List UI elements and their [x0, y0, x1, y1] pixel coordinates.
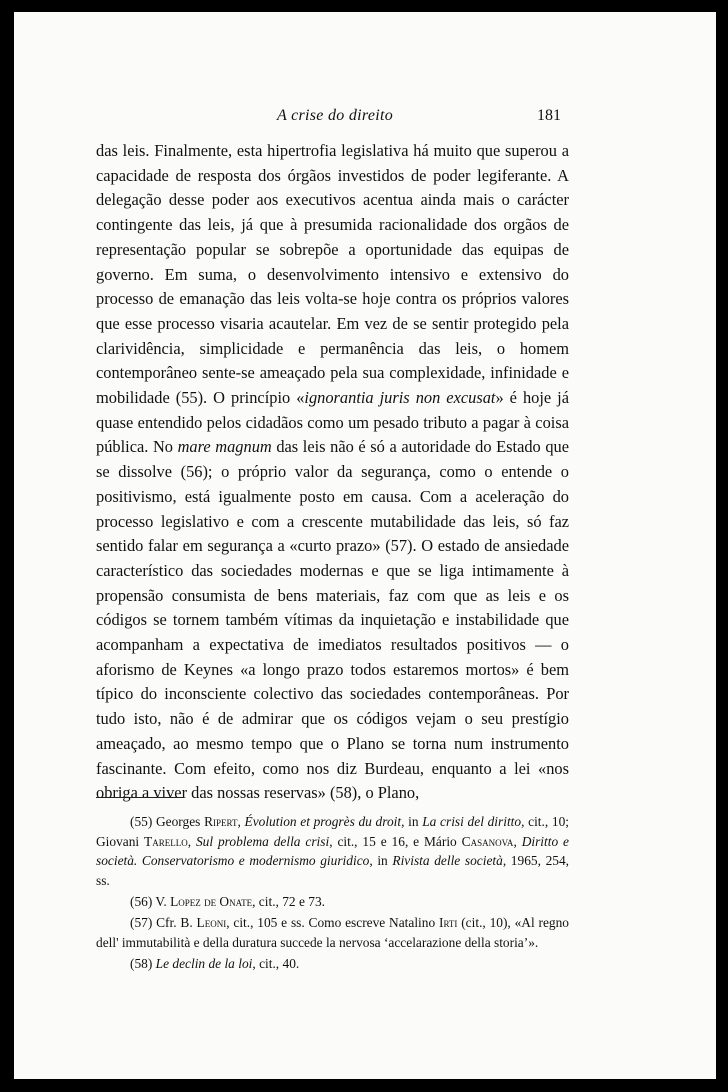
author-name: Lopez de Onate — [170, 893, 253, 909]
work-title: Diritto e società. Conservatorismo e modernismo giuridico — [96, 833, 569, 869]
author-name: Irti — [438, 914, 458, 930]
book-page — [14, 12, 716, 1079]
footnote-text: (cit., 10), «Al regno dell' immutabilità e della duratura succede la nervosa ‘accelarazione della storia’». — [96, 914, 569, 950]
footnote-text: , — [187, 833, 196, 849]
footnote-56 — [96, 892, 569, 912]
body-text-segment: das leis não é só a autoridade do Estado que se dissolve (56); o próprio valor da segurança, como o entende o positivismo, está igualmente posto em causa. Com a aceleração do processo legislativo e com a crescente mutabilidade das leis, só faz sentido falar em segurança a «curto prazo» (57). O estado de ansiedade característico das sociedades modernas e que se liga intimamente à propensão consumista de bens materiais, faz com que as leis e os códigos se tornem também vítimas da inquietação e instabilidade que acompanham a expectativa de imediatos resultados positivos — o aforismo de Keynes «a longo prazo todos estaremos mortos» é bem típico do inconsciente colectivo das sociedades contemporâneas. Por tudo isto, não é de admirar que os códigos vejam o seu prestígio ameaçado, ao mesmo tempo que o Plano se torna num instrumento fascinante. Com efeito, como nos diz Burdeau, enquanto a lei «nos obriga a viver das nossas reservas» (58), o Plano, — [96, 437, 569, 803]
footnote-text: , cit., 72 e 73. — [252, 893, 325, 909]
footnote-text: , in — [369, 853, 393, 869]
footnote-55 — [96, 812, 569, 890]
page-number: 181 — [537, 107, 561, 124]
running-header — [14, 107, 716, 131]
work-title: Rivista delle società — [392, 853, 503, 869]
work-title: Évolution et progrès du droit — [244, 814, 402, 829]
body-paragraph — [96, 139, 569, 806]
author-name: Ripert — [204, 814, 238, 829]
footnote-text: (55) Georges — [130, 814, 205, 829]
footnote-text: , in — [401, 814, 423, 829]
author-name: Tarello — [144, 833, 188, 849]
body-text-segment: » é hoje já quase entendido pelos cidadãos como um pesado tributo a pagar à coisa pública. No — [96, 388, 570, 457]
footnote-text: , cit., 15 e 16, e Mário — [329, 833, 462, 849]
latin-maxim: ignorantia juris non excusat — [304, 388, 496, 408]
work-title: Sul problema della crisi — [195, 833, 330, 849]
footnote-text: , — [237, 814, 245, 829]
footnote-text: , 1965, 254, ss. — [96, 853, 569, 888]
author-name: Leoni — [196, 914, 227, 930]
footnote-divider — [96, 797, 184, 798]
footnote-text: , cit., 40. — [252, 955, 300, 971]
footnote-text: , cit., 105 e ss. Como escreve Natalino — [226, 914, 439, 930]
footnote-text: , cit., 10; Giovani — [96, 814, 570, 849]
author-name: Casanova — [461, 833, 514, 849]
footnotes — [96, 812, 569, 975]
running-title: A crise do direito — [277, 107, 394, 124]
work-title: Le declin de la loi — [155, 955, 253, 971]
footnote-text: (56) V. — [130, 893, 171, 909]
footnote-text: , — [513, 833, 522, 849]
footnote-58 — [96, 954, 569, 974]
work-title: La crisi del diritto — [422, 814, 522, 829]
latin-phrase: mare magnum — [177, 437, 272, 457]
body-text — [96, 139, 569, 806]
footnote-text: (58) — [130, 955, 156, 971]
footnote-57 — [96, 913, 569, 952]
body-text-segment: das leis. Finalmente, esta hipertrofia legislativa há muito que superou a capacidade de resposta dos órgãos investidos de poder legiferante. A delegação desse poder aos executivos acentua ainda mais o carácter contingente das leis, já que à presumida racionalidade dos orgãos de representação popular se sobrepõe a oportunidade das equipas de governo. Em suma, o desenvolvimento intensivo e extensivo do processo de emanação das leis volta-se hoje contra os próprios valores que esse processo visaria acautelar. Em vez de se sentir protegido pela clarividência, simplicidade e permanência das leis, o homem contemporâneo sente-se ameaçado pela sua complexidade, infinidade e mobilidade (55). O princípio « — [96, 141, 569, 408]
footnote-text: (57) Cfr. B. — [130, 914, 197, 930]
